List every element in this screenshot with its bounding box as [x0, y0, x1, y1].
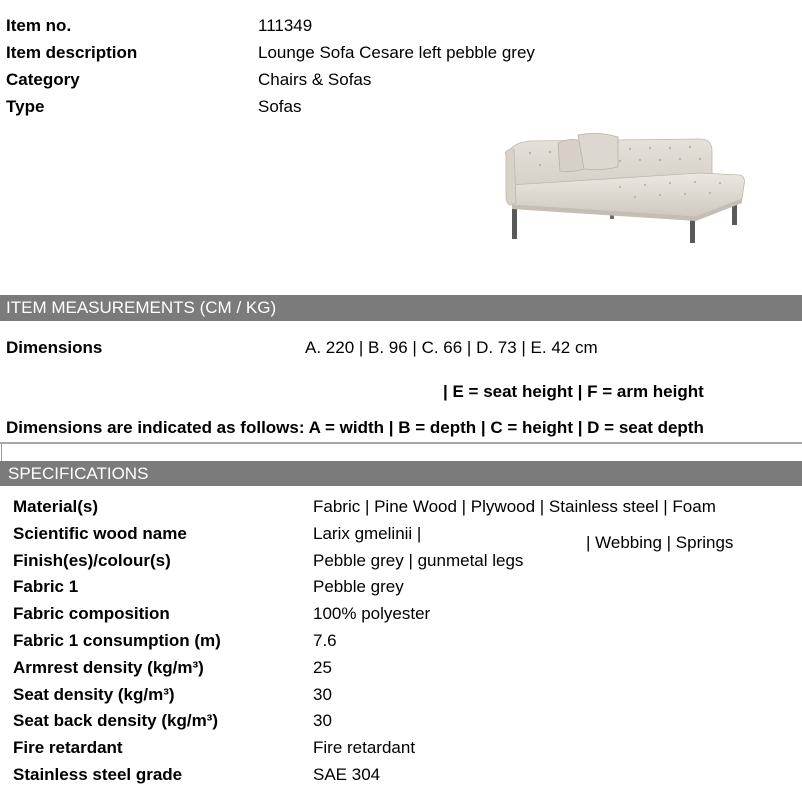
spec-value: Fire retardant	[313, 738, 416, 757]
spec-label: Seat density (kg/m³)	[13, 685, 175, 704]
spec-value: 100% polyester	[313, 604, 431, 623]
specifications-header-bar: SPECIFICATIONS	[0, 461, 802, 486]
spec-label: Fabric 1	[13, 577, 79, 596]
type-label: Type	[6, 97, 45, 116]
spec-label: Fire retardant	[13, 738, 123, 757]
spec-value: SAE 304	[313, 765, 381, 784]
spec-label: Scientific wood name	[13, 524, 187, 543]
spec-label: Armrest density (kg/m³)	[13, 658, 204, 677]
spec-value: Pebble grey	[313, 577, 404, 596]
spec-value: 30	[313, 711, 332, 730]
sofa-product-image	[500, 125, 750, 250]
dimensions-note-continuation: | E = seat height | F = arm height	[443, 382, 704, 401]
dimensions-note: Dimensions are indicated as follows: A = width | B = depth | C = height | D = seat depth	[6, 418, 704, 437]
spec-label: Finish(es)/colour(s)	[13, 551, 171, 570]
item-description-value: Lounge Sofa Cesare left pebble grey	[258, 43, 535, 62]
material-overflow-value: | Webbing | Springs	[586, 533, 734, 552]
spec-value: Larix gmelinii |	[313, 524, 422, 543]
spec-label: Fabric composition	[13, 604, 170, 623]
spec-label: Seat back density (kg/m³)	[13, 711, 219, 730]
spec-value: 30	[313, 685, 332, 704]
dimensions-value: A. 220 | B. 96 | C. 66 | D. 73 | E. 42 cm	[305, 338, 598, 357]
spec-value: 25	[313, 658, 332, 677]
dimensions-label: Dimensions	[6, 338, 103, 357]
section-divider	[0, 442, 802, 444]
spec-label: Stainless steel grade	[13, 765, 183, 784]
item-no-label: Item no.	[6, 16, 72, 35]
category-label: Category	[6, 70, 80, 89]
item-no-value: 111349	[258, 16, 313, 35]
measurements-header-bar: ITEM MEASUREMENTS (CM / KG)	[0, 295, 802, 321]
type-value: Sofas	[258, 97, 302, 116]
spec-label: Fabric 1 consumption (m)	[13, 631, 221, 650]
item-description-label: Item description	[6, 43, 138, 62]
spec-label: Material(s)	[13, 497, 99, 516]
spec-value: Pebble grey | gunmetal legs	[313, 551, 524, 570]
spec-value: Fabric | Pine Wood | Plywood | Stainless steel | Foam	[313, 497, 716, 516]
category-value: Chairs & Sofas	[258, 70, 372, 89]
spec-value: 7.6	[313, 631, 337, 650]
